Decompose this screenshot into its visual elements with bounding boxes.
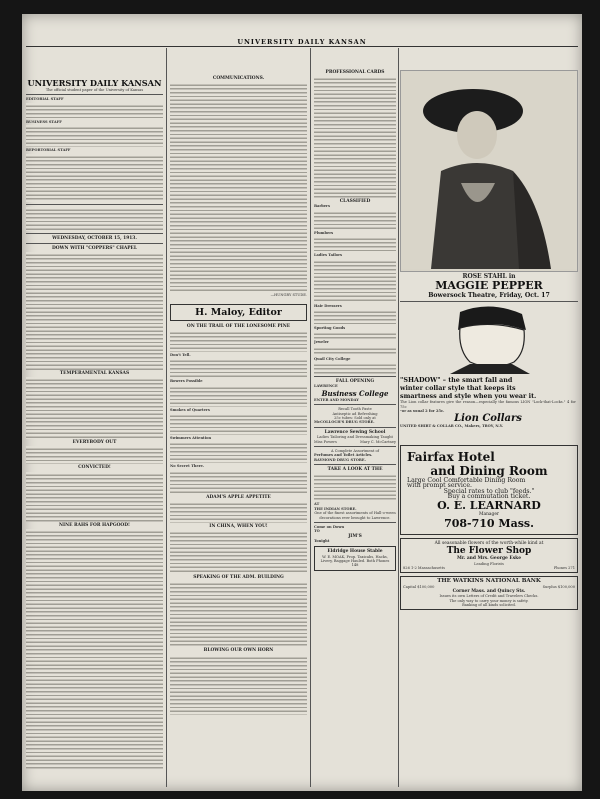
ad-text: JIM'S: [348, 533, 362, 539]
staff-list: [26, 103, 163, 119]
ad-names: [314, 440, 396, 444]
sub-heading: Jeweler: [314, 340, 329, 345]
ad-name: O. E. LEARNARD: [437, 499, 541, 513]
ad-footer: [403, 566, 575, 570]
collar-ad: [400, 304, 578, 442]
ad-text: Corner Mass. and Quincy Sts.: [452, 589, 526, 595]
ad-text: The only way to carry your money is safety.: [449, 598, 529, 603]
ad-text: W. E. MOAK, Prop. Taxicabs, Hacks, Livery, Baggage Hauled. Both Phones 148: [320, 554, 390, 568]
article-heading: SPEAKING OF THE ADM. BUILDING: [193, 575, 284, 581]
staff-list: [26, 125, 163, 147]
ad-text: All seasonable flowers of the worth-while kind at: [434, 541, 544, 547]
man-portrait-icon: [430, 304, 550, 374]
ad-address: 826 1-2 Massachusetts: [403, 566, 445, 571]
ad-text: AT: [314, 502, 320, 507]
paper-title: UNIVERSITY DAILY KANSAN: [27, 78, 162, 88]
article-heading: NINE RAHS FOR HAPGOOD!: [59, 522, 130, 528]
newspaper-page: [22, 14, 582, 791]
lion-collars-logo: Lion Collars: [454, 413, 522, 425]
divider: [314, 464, 396, 465]
ad-heading: FALL OPENING: [335, 379, 375, 385]
ad-text: smartness and style when you wear it.: [400, 392, 537, 401]
listing-text: [314, 331, 396, 339]
listing-text: [314, 236, 396, 252]
divider: [26, 204, 163, 205]
ad-name: Mary C. McCartney: [360, 439, 396, 444]
ad-name: Miss Powers: [314, 439, 337, 444]
listing-text: [314, 362, 396, 374]
ad-text: Recall Tooth Paste: [338, 407, 372, 412]
photo-caption-name: ROSE STAHL in: [462, 273, 516, 280]
listing-text: [314, 210, 396, 230]
section-heading: CLASSIFIED: [339, 199, 371, 205]
listing-text: [314, 309, 396, 325]
ad-text: The Lion collar features give the reason—especially the famous LION "Lock-that-Locks." 4 for 75c: [400, 400, 576, 409]
ad-text: Tonight: [314, 538, 330, 543]
article-text: [170, 413, 307, 435]
ad-text: with prompt service.: [407, 482, 473, 490]
portrait-photo: [400, 70, 578, 272]
divider: [400, 301, 578, 302]
column-rule: [398, 48, 399, 787]
ad-text: Large Cool Comfortable Dining Room: [407, 477, 526, 485]
article-text: [170, 581, 307, 647]
article-heading: DOWN WITH "COPPERS" CHAPEL: [51, 245, 137, 251]
letter-signature: —HUNGRY STUDE.: [270, 293, 307, 298]
ad-text: Antiseptic ad Refreshing: [332, 411, 378, 416]
sub-heading: Ladies Tailors: [314, 253, 342, 258]
ad-text: Banking of all kinds solicited.: [462, 603, 516, 608]
sub-heading: Sporting Goods: [314, 326, 346, 331]
ad-phone: Phones 271: [553, 566, 575, 571]
column-4: [400, 48, 578, 613]
ad-text: Issues its own Letters of Credit and Travelers Checks.: [439, 594, 539, 599]
ad-text: Ladies Tailoring and Dressmaking Taught: [316, 435, 394, 440]
paper-subtitle: The official student paper of the University of Kansas: [45, 88, 144, 92]
divider: [314, 522, 396, 523]
article-text: [170, 530, 307, 574]
article-text: [170, 358, 307, 378]
sub-heading: Swimmers Attention: [170, 436, 212, 441]
ad-text: Special rates to club "feeds.": [443, 487, 535, 495]
editor-box: [170, 304, 307, 321]
divider: [314, 446, 396, 447]
editor-name: H. Maloy, Editor: [195, 306, 282, 318]
sub-heading: Don't Tell.: [170, 352, 191, 357]
woman-portrait-icon: [401, 71, 577, 269]
article-text: [26, 472, 163, 522]
sub-heading: No Secret There.: [170, 464, 205, 469]
column-1: [26, 48, 163, 770]
column-rule: [310, 48, 311, 787]
divider: [26, 94, 163, 95]
article-text: [170, 82, 307, 292]
article-text: [170, 330, 307, 352]
article-text: [26, 252, 163, 370]
reportorial-staff-heading: REPORTORIAL STAFF: [26, 148, 71, 153]
ad-heading: The Flower Shop: [446, 546, 532, 557]
ad-text: 25c tubes: Sold only at: [334, 416, 376, 421]
article-text: [170, 655, 307, 715]
divider: [314, 427, 396, 428]
column-3: [314, 48, 396, 574]
ad-text: RAYMOND DRUG STORE.: [314, 457, 366, 462]
ad-text: Surplus $100,000: [542, 584, 575, 589]
bank-ad: [400, 576, 578, 610]
ad-heading: THE WATKINS NATIONAL BANK: [437, 578, 541, 585]
divider: [26, 233, 163, 234]
article-heading: IN CHINA, WHEN YOU!: [209, 524, 268, 530]
divider: [314, 376, 396, 377]
ad-text: UNITED SHIRT & COLLAR CO., Makers, TROY, N.Y.: [400, 424, 504, 429]
ad-text: Buy a commutation ticket.: [447, 492, 531, 500]
sub-heading: Plumbers: [314, 230, 334, 235]
ad-text: A Complete Assortment of: [331, 448, 379, 453]
ad-text: Perfumes and Toilet Articles.: [314, 453, 373, 458]
listing-text: [314, 259, 396, 303]
ad-heading: Lawrence Sewing School: [324, 429, 386, 435]
ad-text: –or as usual 2 for 25c.: [400, 409, 445, 414]
sub-heading: Hair Dressers: [314, 303, 342, 308]
article-text: [26, 377, 163, 439]
article-heading: EVERYBODY OUT: [72, 440, 117, 446]
fairfax-ad: [400, 445, 578, 535]
photo-caption-place: Bowersock Theatre, Friday, Oct. 17: [428, 292, 550, 300]
ad-text: winter collar style that keeps its: [400, 384, 516, 393]
ad-text: THE INDIAN STORE.: [314, 506, 357, 511]
ad-text: Mr. and Mrs. George Eske: [457, 556, 521, 562]
column-rule: [166, 48, 167, 787]
ad-text: ENTER AND MONDAY: [314, 397, 359, 402]
ad-address: 708-710 Mass.: [444, 517, 534, 531]
top-rule: [26, 46, 578, 47]
photo-caption-title: MAGGIE PEPPER: [435, 279, 543, 293]
ad-text: "SHADOW" – the smart fall and: [400, 376, 513, 385]
sub-heading: Smokes of Quarters: [170, 407, 210, 412]
article-text: [170, 470, 307, 494]
article-heading: ON THE TRAIL OF THE LONESOME PINE: [186, 323, 291, 329]
editorial-staff-heading: EDITORIAL STAFF: [26, 97, 64, 102]
ad-list: [314, 473, 396, 501]
article-heading: BLOWING OUR OWN HORN: [203, 648, 274, 654]
section-heading: PROFESSIONAL CARDS: [325, 70, 385, 75]
date-line: WEDNESDAY, OCTOBER 15, 1913.: [52, 235, 137, 241]
article-heading: COMMUNICATIONS.: [212, 76, 265, 81]
ad-text: TO: [314, 529, 320, 534]
article-text: [170, 501, 307, 523]
ad-heading: TAKE A LOOK AT THE: [327, 467, 383, 473]
ad-text: One of the finest assortments of Hall-o-ween decorations ever brought to Lawrence.: [314, 511, 396, 520]
cards-list: [314, 76, 396, 198]
ad-heading: Eldridge House Stable: [327, 549, 383, 555]
article-heading: TEMPERAMENTAL KANSAS: [59, 371, 130, 377]
sub-heading: Barbers: [314, 204, 330, 209]
ad-text: LAWRENCE: [314, 384, 338, 389]
business-college-logo: Business College: [321, 388, 389, 398]
article-text: [26, 529, 163, 769]
article-text: [170, 385, 307, 407]
sub-heading: Bowers Possible: [170, 379, 203, 384]
staff-list: [26, 154, 163, 202]
column-2: [170, 48, 307, 716]
divider: [26, 243, 163, 244]
divider: [314, 404, 396, 405]
article-heading: CONVICTED!: [78, 465, 111, 471]
article-text: [26, 446, 163, 464]
notice-text: [26, 207, 163, 231]
flower-shop-ad: [400, 538, 578, 573]
ad-text: Manager: [478, 512, 500, 518]
running-head: UNIVERSITY DAILY KANSAN: [237, 38, 367, 46]
ad-text: McCOLLOCH'S DRUG STORE.: [314, 420, 375, 425]
listing-name: Quail City College: [314, 356, 351, 361]
article-text: [170, 441, 307, 463]
ad-text: Leading Florists: [474, 561, 504, 566]
ad-text: Capital $100,000: [403, 584, 435, 589]
ad-heading: Fairfax Hotel: [407, 450, 495, 465]
ad-heading: and Dining Room: [430, 464, 548, 479]
article-heading: ADAM'S APPLE APPETITE: [206, 494, 271, 500]
business-staff-heading: BUSINESS STAFF: [26, 119, 62, 124]
listing-text: [314, 346, 396, 356]
eldridge-ad: [314, 546, 396, 570]
ad-text: Come on Down: [314, 524, 345, 529]
